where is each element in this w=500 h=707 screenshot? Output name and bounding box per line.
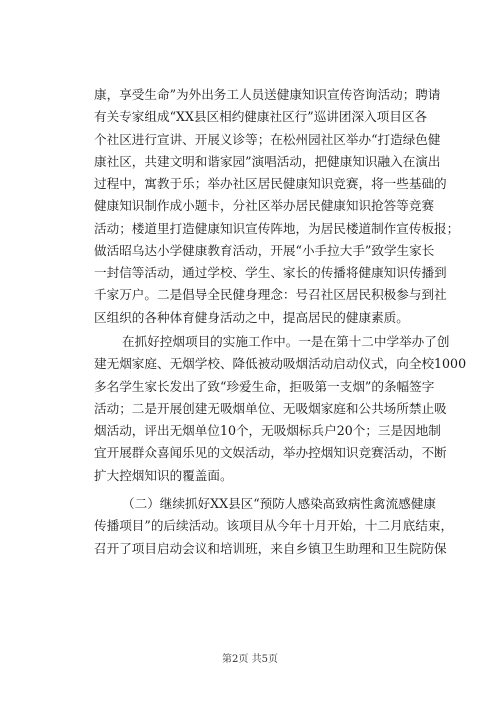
text-line: 康，享受生命”为外出务工人员送健康知识宣传咨询活动；聘请 (94, 87, 441, 102)
text-line: 千家万户。二是倡导全民健身理念：号召社区居民积极参与到社 (94, 287, 447, 303)
text-line: 建无烟家庭、无烟学校、降低被动吸烟活动启动仪式，向全校1000 (94, 356, 467, 372)
text-line: 扩大控烟知识的覆盖面。 (94, 467, 233, 483)
text-line: 召开了项目启动会议和培训班，来自乡镇卫生助理和卫生院防保 (94, 540, 447, 556)
text-line: 一封信等活动，通过学校、学生、家长的传播将健康知识传播到 (94, 265, 447, 280)
text-line: 康社区，共建文明和谐家园”演唱活动，把健康知识融入在演出 (94, 153, 441, 169)
text-line: 区组织的各种体育健身活动之中，提高居民的健康素质。 (94, 309, 409, 325)
text-line: 活动；楼道里打造健康知识宣传阵地，为居民楼道制作宣传板报； (94, 220, 460, 236)
text-line: 烟活动，评出无烟单位10个，无吸烟标兵户20个；三是因地制 (94, 423, 441, 438)
page-footer: 第2页 共5页 (222, 654, 278, 665)
text-line: 有关专家组成“XX县区相约健康社区行”巡讲团深入项目区各 (94, 109, 428, 125)
text-line: 在抓好控烟项目的实施工作中。一是在第十二中学举办了创 (122, 334, 450, 349)
text-line: 活动；二是开展创建无吸烟单位、无吸烟家庭和公共场所禁止吸 (94, 400, 447, 416)
text-line: 过程中，寓教于乐；举办社区居民健康知识竞赛，将一些基础的 (94, 176, 447, 191)
text-line: 健康知识制作成小题卡，分社区举办居民健康知识抢答等竞赛 (94, 198, 435, 214)
text-line: 传播项目”的后续活动。该项目从今年十月开始，十二月底结束， (94, 518, 454, 534)
text-line: 多名学生家长发出了致“珍爱生命，拒吸第一支烟”的条幅签字 (94, 378, 435, 394)
text-line: 做活昭乌达小学健康教育活动，开展“小手拉大手”致学生家长 (94, 242, 435, 258)
paragraph-tobacco-control (94, 331, 467, 487)
paragraph-health-promotion (94, 84, 460, 329)
text-line: 宜开展群众喜闻乐见的文娱活动，举办控烟知识竞赛活动，不断 (94, 445, 447, 461)
text-line: （二）继续抓好XX县区“预防人感染高致病性禽流感健康 (122, 496, 437, 511)
text-line: 个社区进行宣讲、开展义诊等；在松州园社区举办“打造绿色健 (94, 131, 441, 147)
paragraph-avian-flu-project (94, 493, 454, 560)
